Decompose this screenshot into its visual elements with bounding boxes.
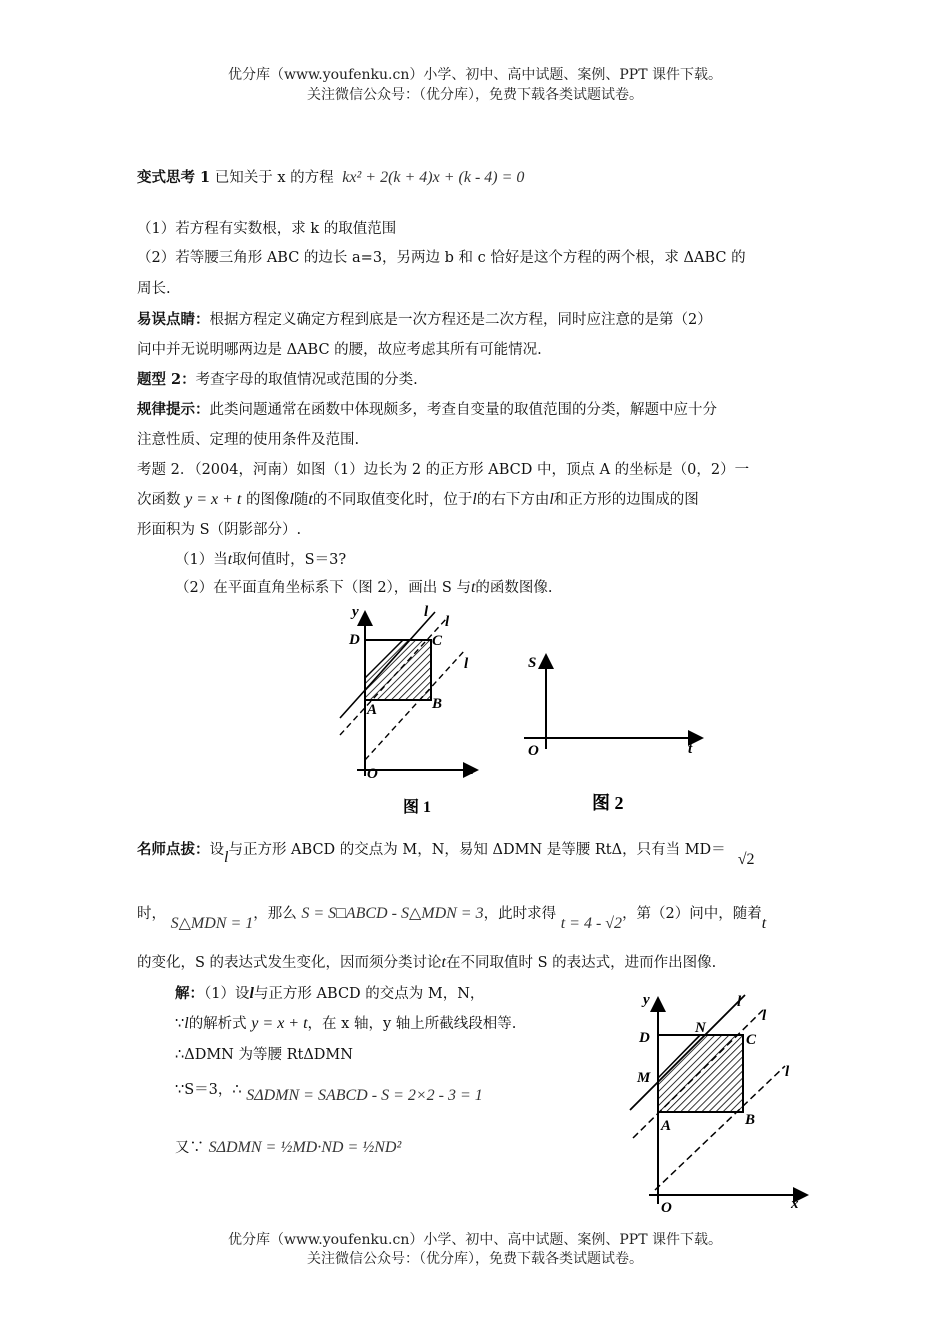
solution-line-3: ∴ΔDMN 为等腰 RtΔDMN <box>175 1047 353 1063</box>
sym-l: l <box>184 1015 189 1032</box>
tip-a: 设 <box>209 842 224 858</box>
fig1-label-l2: l <box>445 614 450 630</box>
fig3-label-b: B <box>745 1112 756 1128</box>
tip-h: 在不同取值时 S 的表达式，进而作出图像. <box>446 955 717 971</box>
solution-line-1 <box>175 984 484 1004</box>
fig1-caption: 图 1 <box>403 799 432 816</box>
solution-l2-c: ，在 x 轴，y 轴上所截线段相等. <box>307 1016 517 1032</box>
variant-text: 已知关于 x 的方程 <box>214 170 334 186</box>
tip-line-3 <box>137 953 716 973</box>
rule-text-a: 此类问题通常在函数中体现颇多，考查自变量的取值范围的分类，解题中应十分 <box>209 402 717 418</box>
type2-label: 题型 2： <box>137 371 196 388</box>
tip-sqrt2: √2 <box>737 851 755 868</box>
sym-t: t <box>761 915 767 932</box>
exam-l2-c: 随 <box>293 492 309 508</box>
tip-eq2: S = S□ABCD - S△MDN = 3 <box>301 905 484 922</box>
footer-line-1: 优分库（www.youfenku.cn）小学、初中、高中试题、案例、PPT 课件下载。 <box>227 1232 722 1248</box>
sym-l: l <box>472 491 477 508</box>
exam-l2-eq: y = x + t <box>185 491 242 508</box>
shaded-region <box>658 1035 743 1112</box>
pitfall-text-a: 根据方程定义确定方程到底是一次方程还是二次方程，同时应注意的是第（2） <box>209 312 712 328</box>
fig1-label-y: y <box>352 604 359 620</box>
exam-q2 <box>175 578 553 598</box>
sym-t: t <box>441 954 446 971</box>
fig1-label-d: D <box>349 632 360 648</box>
exam-q2-a: （2）在平面直角坐标系下（图 2），画出 S 与 <box>175 580 471 596</box>
fig3-label-l2: l <box>762 1008 767 1024</box>
fig3-label-o: O <box>661 1200 672 1215</box>
fig2-caption: 图 2 <box>592 793 624 813</box>
exam-line-3: 形面积为 S（阴影部分）. <box>137 522 302 538</box>
variant-q2b: 周长. <box>137 281 171 297</box>
fig3-label-m: M <box>637 1070 651 1086</box>
variant-q2a: （2）若等腰三角形 ABC 的边长 a=3，另两边 b 和 c 恰好是这个方程的两个根，求 ΔABC 的 <box>137 250 746 266</box>
solution-l5-a: 又∵ <box>175 1140 204 1156</box>
fig3-label-a: A <box>661 1118 672 1134</box>
sym-l: l <box>549 491 554 508</box>
tip-line-2 <box>137 904 767 932</box>
fig1-label-c: C <box>432 633 443 649</box>
rule-label: 规律提示： <box>137 401 210 418</box>
fig1-label-b: B <box>432 696 443 712</box>
solution-l2-a: ∵ <box>175 1016 185 1032</box>
fig1-label-o: O <box>367 766 378 782</box>
solution-a: （1）设 <box>204 986 250 1002</box>
fig3-label-n: N <box>695 1020 706 1036</box>
figure-2 <box>520 645 710 825</box>
sym-t: t <box>470 579 476 596</box>
exam-l2-b: 的图像 <box>245 492 290 508</box>
exam-l2-d: 的不同取值变化时，位于 <box>312 492 473 508</box>
variant-equation: kx² + 2(k + 4)x + (k - 4) = 0 <box>342 169 525 186</box>
sym-l: l <box>224 849 229 866</box>
tip-d: ，那么 <box>253 906 297 922</box>
fig3-label-l1: l <box>737 994 742 1010</box>
solution-line-2 <box>175 1014 516 1034</box>
solution-line-5 <box>175 1138 401 1158</box>
solution-l4-eq: SΔDMN = SABCD - S = 2×2 - 3 = 1 <box>246 1087 483 1104</box>
rule-line-2: 注意性质、定理的使用条件及范围. <box>137 432 360 448</box>
tip-e: ，此时求得 <box>483 906 557 922</box>
exam-q1-b: 取何值时，S＝3? <box>232 552 347 568</box>
sym-l: l <box>249 985 254 1002</box>
type2-line <box>137 370 418 390</box>
footer-line-2: 关注微信公众号：（优分库），免费下载各类试题试卷。 <box>307 1251 643 1267</box>
exam-line-2 <box>137 490 699 510</box>
fig3-label-y: y <box>643 992 650 1008</box>
sym-t: t <box>308 491 313 508</box>
fig1-label-l3: l <box>464 656 469 672</box>
variant-q1: （1）若方程有实数根，求 k 的取值范围 <box>137 221 397 237</box>
tip-f: ，第（2）问中，随着 <box>622 906 762 922</box>
variant-line <box>137 168 524 188</box>
tip-line-1 <box>137 840 755 868</box>
exam-q1-a: （1）当 <box>175 552 228 568</box>
tip-label: 名师点拔： <box>137 841 210 858</box>
solution-l4-a: ∵S＝3，∴ <box>175 1082 242 1098</box>
fig3-label-l3: l <box>785 1064 790 1080</box>
solution-l2-eq: y = x + t <box>251 1015 308 1032</box>
figure-1 <box>335 600 485 820</box>
solution-line-4 <box>175 1080 483 1104</box>
fig1-label-l1: l <box>424 604 429 620</box>
exam-line-1: 考题 2．（2004，河南）如图（1）边长为 2 的正方形 ABCD 中，顶点 A 的坐标是（0，2）一 <box>137 462 750 478</box>
type2-text: 考查字母的取值情况或范围的分类. <box>195 372 418 388</box>
pitfall-label: 易误点睛： <box>137 311 210 328</box>
variant-label: 变式思考 1 <box>137 169 211 186</box>
shaded-region <box>365 640 431 700</box>
fig2-label-s: S <box>528 655 537 671</box>
sym-t: t <box>227 551 233 568</box>
tip-eq1: S△MDN = 1 <box>170 915 254 932</box>
fig1-label-a: A <box>367 702 378 718</box>
fig2-label-t: t <box>688 741 693 757</box>
sym-l: l <box>289 491 294 508</box>
tip-c: 时， <box>137 906 166 922</box>
solution-b: 与正方形 ABCD 的交点为 M，N， <box>253 986 485 1002</box>
solution-l5-eq: SΔDMN = ½MD·ND = ½ND² <box>208 1139 402 1156</box>
rule-line-1 <box>137 400 717 420</box>
exam-l2-a: 次函数 <box>137 492 181 508</box>
exam-l2-e: 的右下方由 <box>476 492 550 508</box>
solution-label: 解： <box>175 985 204 1002</box>
pitfall-line-1 <box>137 310 712 330</box>
exam-q1 <box>175 550 346 570</box>
header-line-2: 关注微信公众号：（优分库），免费下载各类试题试卷。 <box>307 87 643 103</box>
exam-l2-f: 和正方形的边围成的图 <box>553 492 699 508</box>
pitfall-line-2: 问中并无说明哪两边是 ΔABC 的腰，故应考虑其所有可能情况. <box>137 342 542 358</box>
fig3-label-d: D <box>639 1030 650 1046</box>
fig3-label-c: C <box>746 1032 757 1048</box>
fig3-label-x: x <box>791 1196 799 1212</box>
solution-l2-b: 的解析式 <box>188 1016 247 1032</box>
header-line-1: 优分库（www.youfenku.cn）小学、初中、高中试题、案例、PPT 课件下载。 <box>227 67 722 83</box>
fig2-label-o: O <box>528 743 539 759</box>
tip-b: 与正方形 ABCD 的交点为 M，N，易知 ΔDMN 是等腰 RtΔ，只有当 MD＝ <box>228 842 726 858</box>
tip-g: 的变化，S 的表达式发生变化，因而须分类讨论 <box>137 955 442 971</box>
tip-eq3: t = 4 - √2 <box>560 915 623 932</box>
figure-3 <box>625 990 815 1215</box>
fig1-label-x: x <box>466 762 474 778</box>
exam-q2-b: 的函数图像. <box>475 580 553 596</box>
